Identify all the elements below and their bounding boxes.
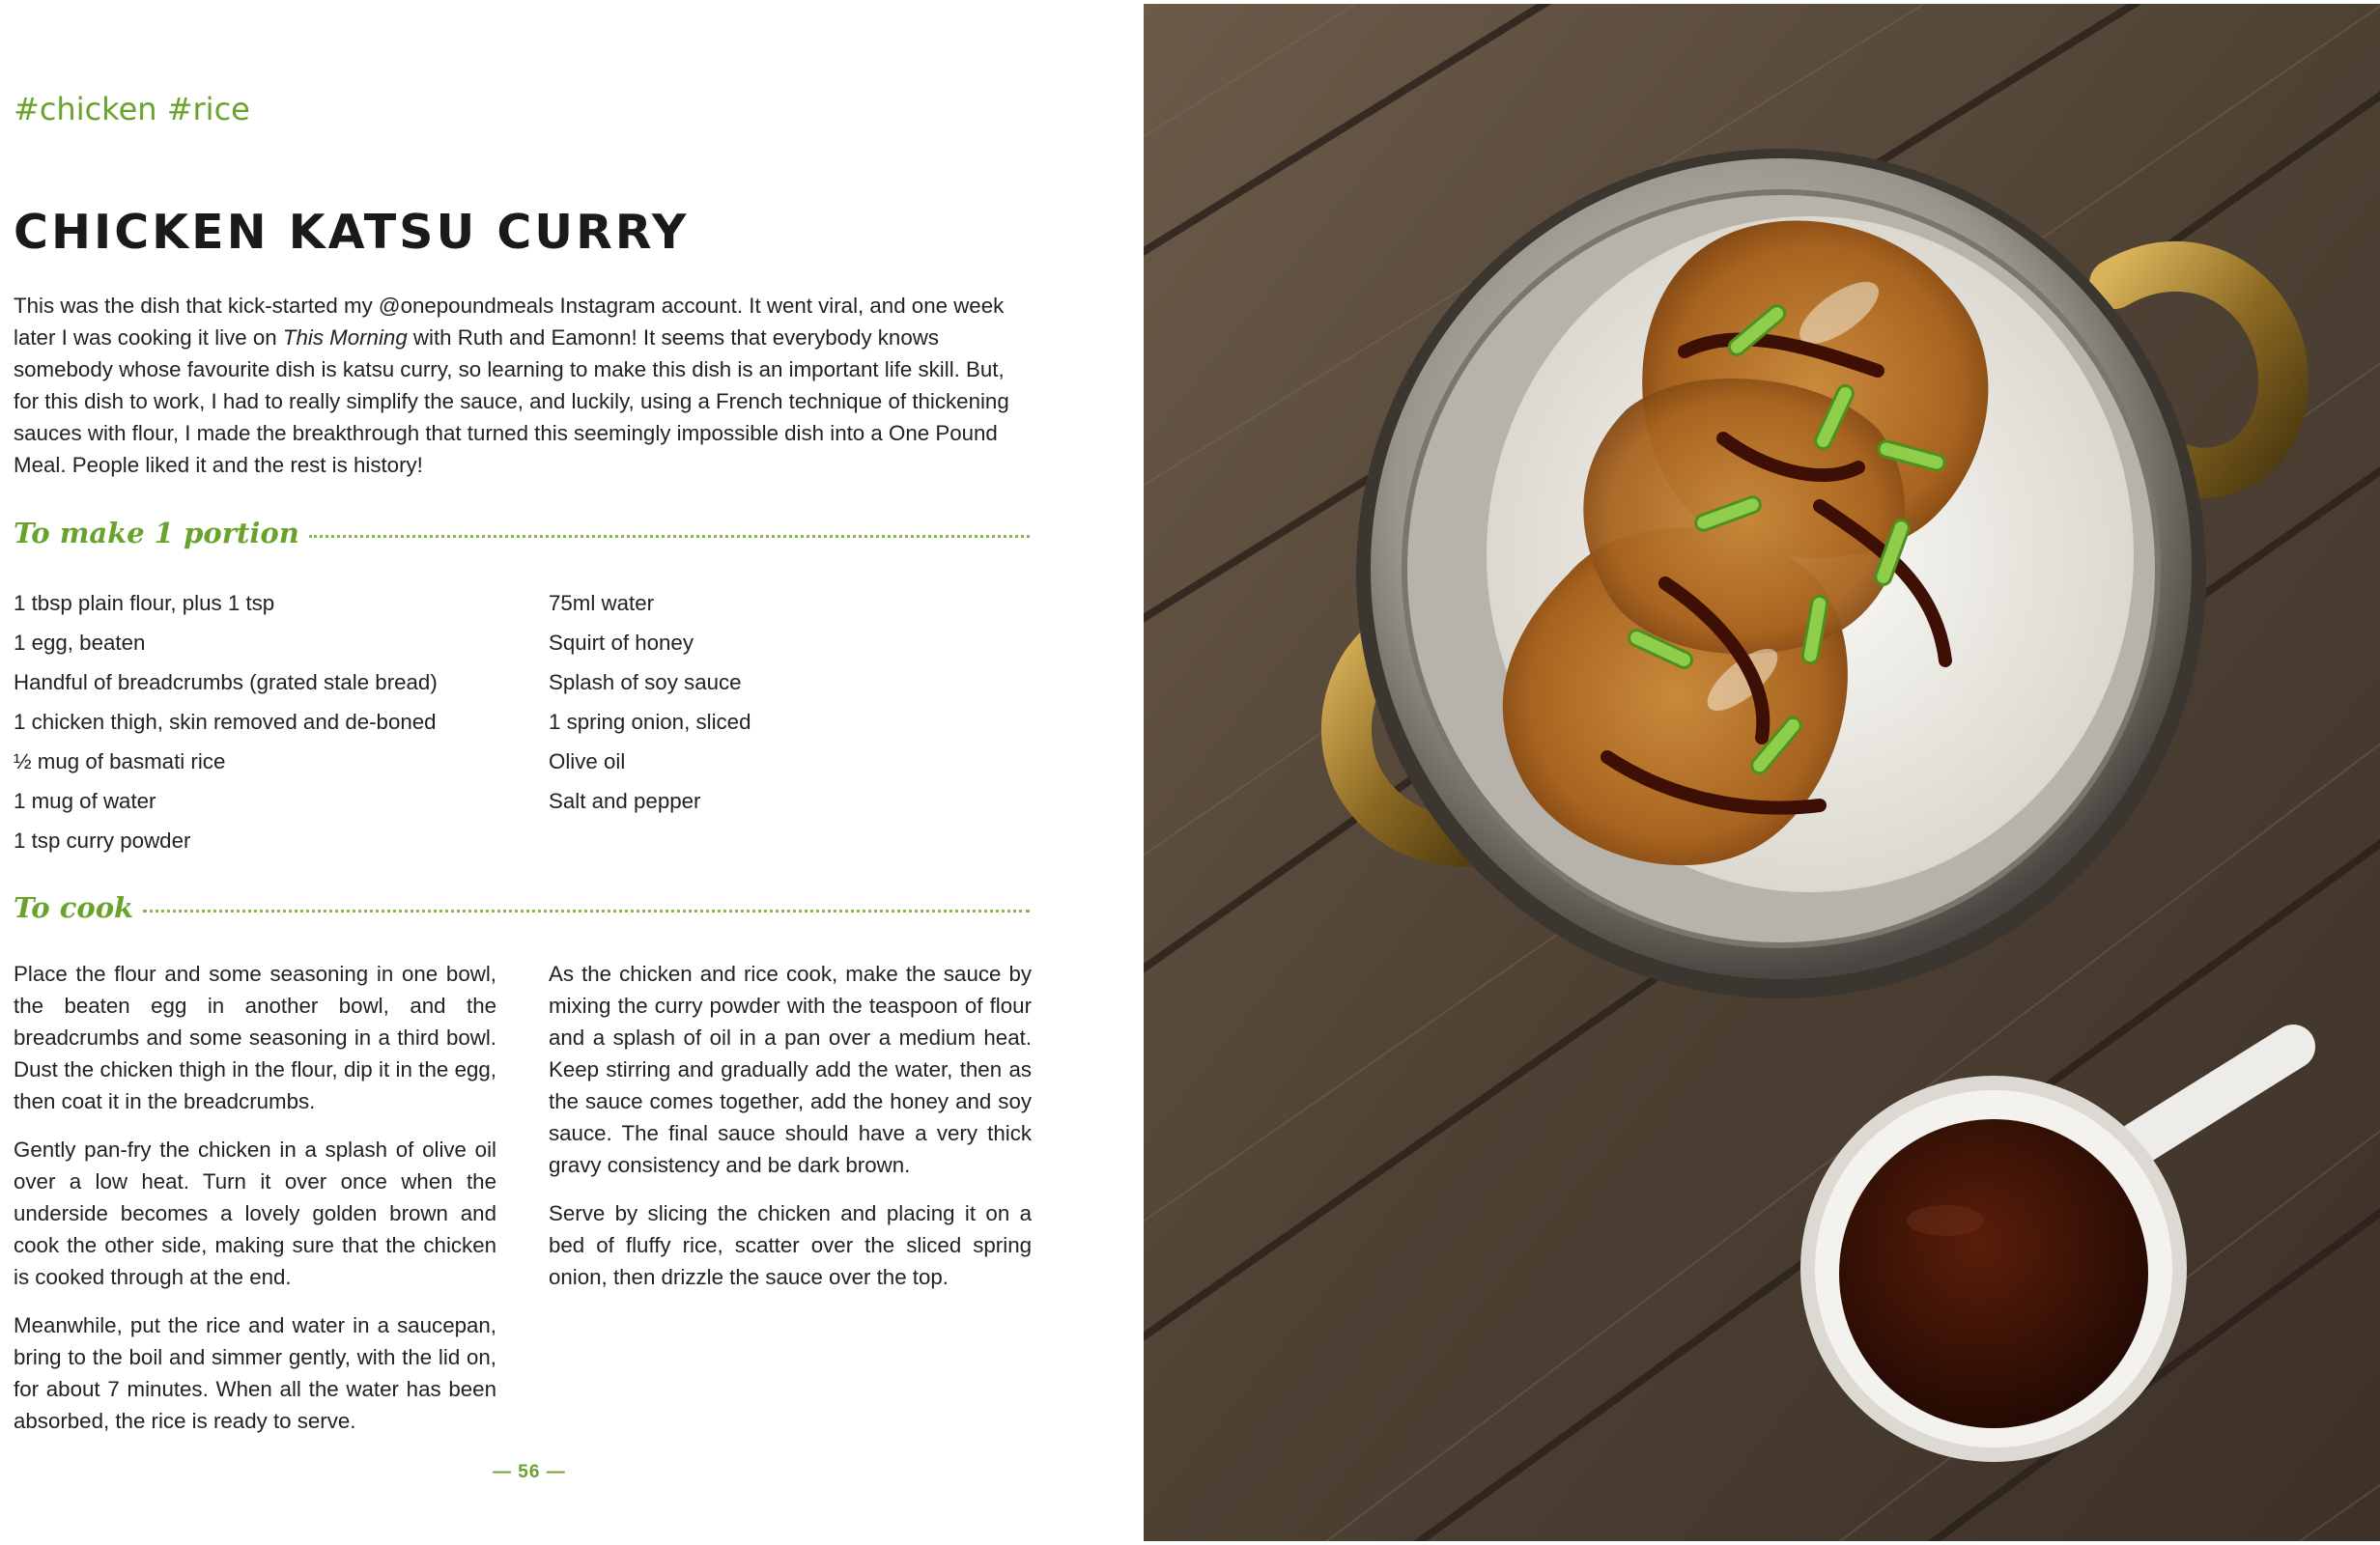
- ingredients-list-left: [14, 583, 438, 860]
- intro-show-name: This Morning: [282, 325, 408, 350]
- ingredient-item: 75ml water: [549, 591, 655, 615]
- ingredient-item: Olive oil: [549, 749, 626, 773]
- method-step: Place the flour and some seasoning in one bowl, the beaten egg in another bowl, and the breadcrumbs and some seasoning in a third bowl. Dust the chicken thigh in the flour, dip it in the egg, then coat it in the breadcrumbs.: [14, 962, 496, 1113]
- ingredients-list-right: [549, 583, 751, 821]
- recipe-title: CHICKEN KATSU CURRY: [14, 205, 690, 260]
- recipe-tags: #chicken #rice: [14, 91, 250, 127]
- recipe-intro: [14, 290, 1032, 481]
- ingredient-item: 1 spring onion, sliced: [549, 710, 751, 734]
- ingredient-item: 1 mug of water: [14, 789, 156, 813]
- method-step: Meanwhile, put the rice and water in a saucepan, bring to the boil and simmer gently, with the lid on, for about 7 minutes. When all the water has been absorbed, the rice is ready to serve.: [14, 1313, 496, 1433]
- ingredient-item: 1 tbsp plain flour, plus 1 tsp: [14, 591, 275, 615]
- method-column-right: [549, 958, 1032, 1309]
- dotted-divider: [309, 535, 1030, 538]
- curry-sauce: [1839, 1119, 2148, 1428]
- intro-text-1: This was the dish that kick-started my @onepoundmeals Instagram account. It went viral, and one week later I was cooking it live on: [14, 294, 1005, 350]
- ingredient-item: Salt and pepper: [549, 789, 701, 813]
- dish-photo: [1144, 4, 2380, 1541]
- ingredient-item: ½ mug of basmati rice: [14, 749, 226, 773]
- dish-photo-illustration: [1144, 4, 2380, 1541]
- method-heading-label: To cook: [14, 891, 134, 924]
- method-heading: [14, 888, 1030, 927]
- page-number: — 56 —: [493, 1462, 566, 1482]
- ingredient-item: 1 tsp curry powder: [14, 829, 191, 853]
- recipe-page: [0, 0, 1144, 1545]
- ingredient-item: Splash of soy sauce: [549, 670, 742, 694]
- method-column-left: [14, 958, 496, 1453]
- ingredients-heading: [14, 514, 1030, 552]
- ingredient-item: Squirt of honey: [549, 631, 694, 655]
- method-step: Serve by slicing the chicken and placing it on a bed of fluffy rice, scatter over the sliced spring onion, then drizzle the sauce over the top.: [549, 1201, 1032, 1289]
- method-step: Gently pan-fry the chicken in a splash of olive oil over a low heat. Turn it over once when the underside becomes a lovely golden brown and cook the other side, making sure that the chicken is cooked through at the end.: [14, 1138, 496, 1289]
- dotted-divider: [143, 910, 1030, 913]
- intro-text-2: with Ruth and Eamonn! It seems that everybody knows somebody whose favourite dish is katsu curry, so learning to make this dish is an important life skill. But, for this dish to work, I had to really simplify the sauce, and luckily, using a French technique of thickening sauces with flour, I made the breakthrough that turned this seemingly impossible dish into a One Pound Meal. People liked it and the rest is history!: [14, 325, 1009, 477]
- ingredient-item: 1 chicken thigh, skin removed and de-boned: [14, 710, 437, 734]
- sauce-highlight: [1907, 1205, 1984, 1236]
- method-step: As the chicken and rice cook, make the sauce by mixing the curry powder with the teaspoon of flour and a splash of oil in a pan over a medium heat. Keep stirring and gradually add the water, then as the sauce comes together, add the honey and soy sauce. The final sauce should have a very thick gravy consistency and be dark brown.: [549, 962, 1032, 1177]
- ingredient-item: Handful of breadcrumbs (grated stale bread): [14, 670, 438, 694]
- ingredients-heading-label: To make 1 portion: [14, 517, 299, 549]
- ingredient-item: 1 egg, beaten: [14, 631, 146, 655]
